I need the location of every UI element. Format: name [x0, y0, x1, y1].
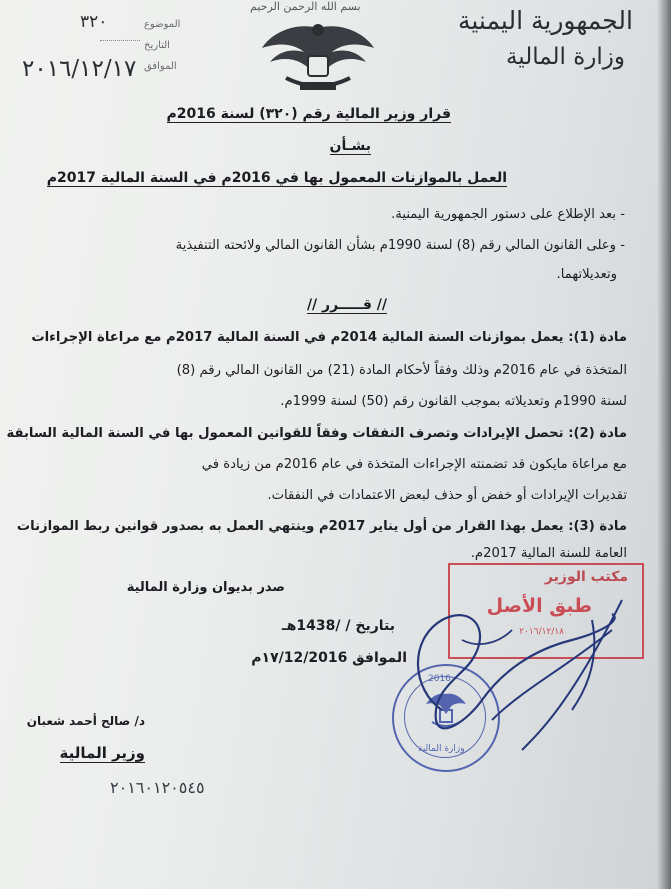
- letterhead-ministry: وزارة المالية: [505, 44, 625, 70]
- stamp-office: مكتب الوزير: [544, 569, 628, 585]
- article-2-line-2: مع مراعاة مايكون قد تضمنته الإجراءات المتخذة في عام 2016م من زيادة في: [201, 457, 627, 472]
- preamble-line-2: - وعلى القانون المالي رقم (8) لسنة 1990م بشأن القانون المالي ولائحته التنفيذية: [175, 238, 625, 253]
- signatory-name: د/ صالح أحمد شعبان: [26, 714, 145, 728]
- signatory-title: وزير المالية: [59, 744, 145, 762]
- ref-label-date: التاريخ: [144, 40, 170, 51]
- decision-subject: العمل بالموازنات المعمول بها في 2016م في السنة المالية 2017م: [46, 170, 507, 186]
- ref-label-subject: الموضوع: [144, 19, 181, 30]
- issued-at: صدر بديوان وزارة المالية: [126, 580, 285, 595]
- ref-number: ٣٢٠: [80, 12, 108, 32]
- seal-text: وزارة المالية: [418, 744, 465, 754]
- article-2-line-3: تقديرات الإيرادات أو خفض أو حذف لبعض الاعتمادات في النفقات.: [267, 488, 627, 503]
- page-edge-shadow: [657, 0, 671, 889]
- handwritten-number: ٢٠١٦٠١٢٠٥٤٥: [110, 778, 205, 797]
- letterhead-republic: الجمهورية اليمنية: [457, 6, 633, 35]
- reference-labels: [144, 14, 180, 77]
- basmala: بسم الله الرحمن الرحيم: [250, 0, 361, 13]
- gregorian-date: الموافق ١٧/12/2016م: [251, 650, 407, 666]
- ref-label-corresponding: الموافق: [144, 61, 177, 72]
- decides-heading: // قـــــرر //: [306, 297, 387, 313]
- preamble-line-1: - بعد الإطلاع على دستور الجمهورية اليمنية.: [391, 207, 625, 222]
- regarding-label: بشـأن: [329, 138, 371, 154]
- decision-title: قرار وزير المالية رقم (٣٢٠) لسنة 2016م: [166, 106, 451, 122]
- article-3-line-2: العامة للسنة المالية 2017م.: [470, 546, 627, 561]
- hijri-date: بتاريخ / /1438هـ: [281, 618, 395, 634]
- ref-date: ٢٠١٦/١٢/١٧: [22, 56, 137, 82]
- article-2-line-1: مادة (2): تحصل الإيرادات وتصرف النفقات وفقاً للقوانين المعمول بها في السنة المالية السابقة: [6, 426, 627, 441]
- preamble-line-3: وتعديلاتهما.: [556, 267, 617, 282]
- seal-year: 2016: [428, 674, 451, 684]
- minister-signature: [372, 580, 642, 770]
- article-3-line-1: مادة (3): يعمل بهذا القرار من أول يناير 2017م وينتهي العمل به بصدور قوانين ربط الموازنات: [16, 519, 627, 534]
- article-1-line-1: مادة (1): يعمل بموازنات السنة المالية 2014م في السنة المالية 2017م مع مراعاة الإجراءات: [31, 330, 627, 345]
- national-emblem: [256, 18, 380, 96]
- stamp-date: ٢٠١٦/١٢/١٨: [519, 627, 564, 637]
- article-1-line-2: المتخذة في عام 2016م وذلك وفقاً لأحكام المادة (21) من القانون المالي رقم (8): [176, 363, 627, 378]
- article-1-line-3: لسنة 1990م وتعديلاته بموجب القانون رقم (50) لسنة 1999م.: [280, 394, 627, 409]
- stamp-true-copy: طبق الأصل: [486, 595, 592, 617]
